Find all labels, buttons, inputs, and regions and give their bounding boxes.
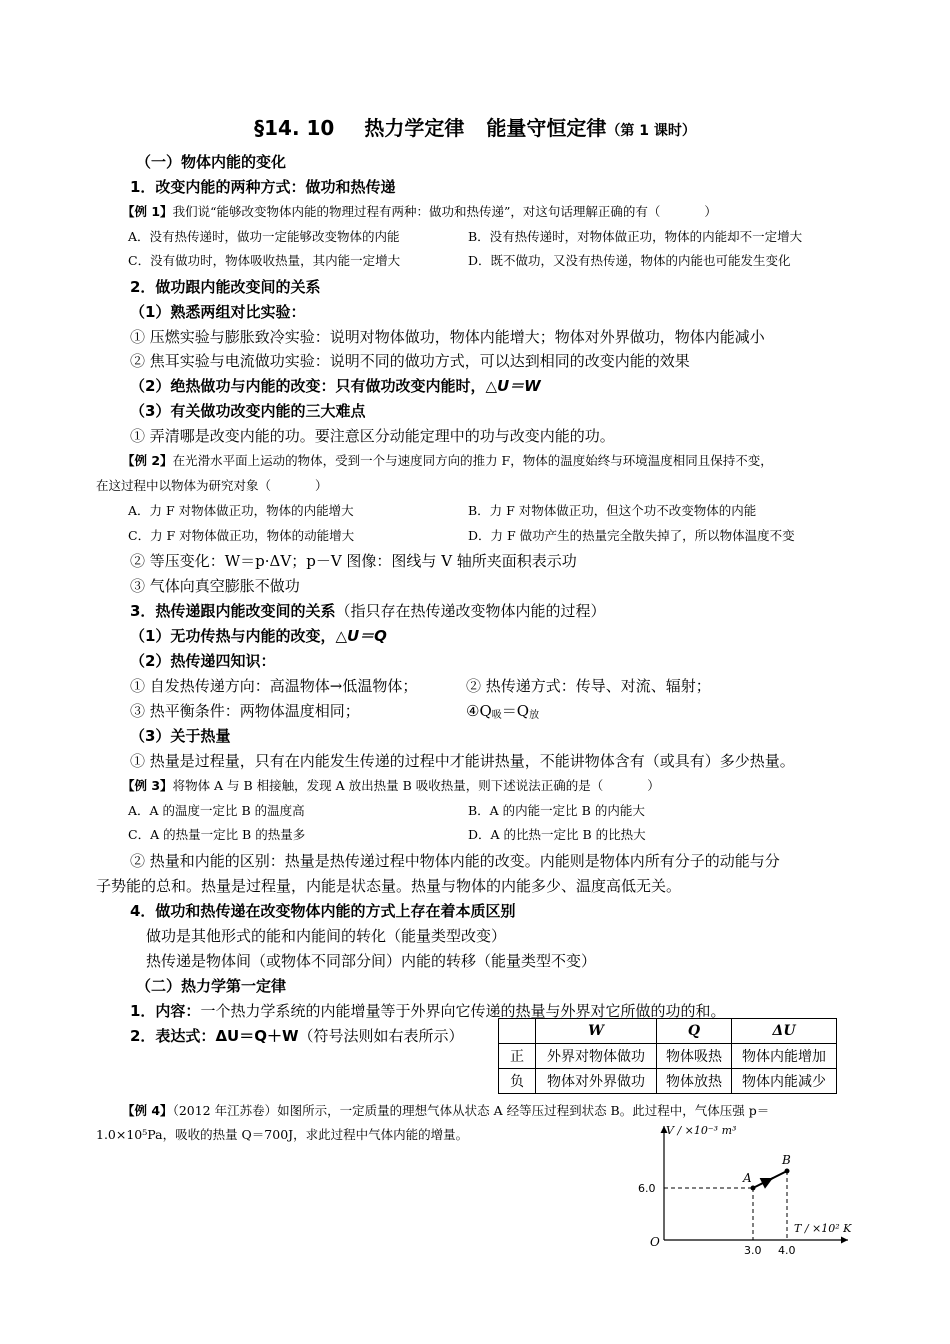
example-2-option-a: A．力 F 对物体做正功，物体的内能增大 — [128, 503, 354, 518]
formula-q-absorb: ④Q — [466, 702, 492, 720]
example-3-option-b: B．A 的内能一定比 B 的内能大 — [468, 803, 645, 818]
paragraph-3-3b-line2: 子势能的总和。热量是过程量，内能是状态量。热量与物体的内能多少、温度高低无关。 — [96, 877, 682, 895]
heading-3-1-formula: △U＝Q — [335, 627, 387, 645]
paragraph-4a: 做功是其他形式的能和内能间的转化（能量类型改变） — [146, 927, 507, 945]
point-b-label: B — [782, 1153, 791, 1167]
example-3-option-c: C．A 的热量一定比 B 的热量多 — [128, 827, 306, 842]
example-2-question — [122, 451, 773, 471]
table-header-cell: ΔU — [732, 1019, 837, 1044]
title-subtitle: （第 1 课时） — [606, 123, 696, 139]
example-2-text-2: 在这过程中以物体为研究对象（ — [96, 478, 272, 493]
table-row — [499, 1044, 837, 1069]
table-cell: 物体内能增加 — [732, 1044, 837, 1069]
example-4-question-cont: 1.0×10⁵Pa，吸收的热量 Q＝700J，求此过程中气体内能的增量。 — [96, 1127, 469, 1142]
example-1-option-d: D．既不做功，又没有热传递，物体的内能也可能发生变化 — [468, 253, 791, 268]
paragraph-2-3c: ③ 气体向真空膨胀不做功 — [130, 577, 300, 595]
formula-q-release: ＝Q — [501, 702, 530, 720]
paragraph-3-2d — [466, 701, 539, 726]
x-tick-label: 4.0 — [778, 1244, 796, 1257]
table-header-cell: Q — [657, 1019, 732, 1044]
paragraph-4b: 热传递是物体间（或物体不同部分间）内能的转移（能量类型不变） — [146, 952, 597, 970]
example-4-question — [122, 1101, 769, 1121]
heading-2-1: （1）熟悉两组对比实验： — [130, 303, 306, 321]
title-part-a: 热力学定律 — [364, 116, 465, 140]
example-2-option-b: B．力 F 对物体做正功，但这个功不改变物体的内能 — [468, 503, 757, 518]
example-1-option-a: A．没有热传递时，做功一定能够改变物体的内能 — [128, 229, 400, 244]
example-4-text-1: （2012 年江苏卷）如图所示，一定质量的理想气体从状态 A 经等压过程到状态 B。此过程中，气体压强 p＝ — [172, 1103, 770, 1118]
table-header-row — [499, 1019, 837, 1044]
table-cell: 物体放热 — [657, 1069, 732, 1094]
example-3-option-a: A．A 的温度一定比 B 的温度高 — [128, 803, 305, 818]
first-law-expression-formula: 2．表达式：ΔU＝Q＋W — [130, 1027, 299, 1045]
paragraph-3-2c: ③ 热平衡条件：两物体温度相同； — [130, 702, 360, 720]
heading-2: 2．做功跟内能改变间的关系 — [130, 278, 321, 296]
origin-label: O — [650, 1235, 660, 1249]
paragraph-3-2b: ② 热传递方式：传导、对流、辐射； — [466, 677, 711, 695]
table-corner-cell — [499, 1019, 536, 1044]
heading-1: 1．改变内能的两种方式：做功和热传递 — [130, 178, 396, 196]
section-heading-1: （一）物体内能的变化 — [136, 153, 287, 171]
point-a — [751, 1186, 756, 1191]
point-b — [785, 1169, 790, 1174]
vt-graph — [630, 1120, 860, 1260]
example-2-option-d: D．力 F 做功产生的热量完全散失掉了，所以物体温度不变 — [468, 528, 795, 543]
paragraph-3-3a: ① 热量是过程量，只有在内能发生传递的过程中才能讲热量，不能讲物体含有（或具有）多少热量。 — [130, 752, 795, 770]
heading-2-3: （3）有关做功改变内能的三大难点 — [130, 402, 366, 420]
example-3-label: 【例 3】 — [122, 778, 173, 793]
example-2-text-1: 在光滑水平面上运动的物体，受到一个与速度同方向的推力 F，物体的温度始终与环境温度相同且保持不变， — [172, 453, 773, 468]
heading-3-text: 3．热传递跟内能改变间的关系 — [130, 602, 336, 620]
paragraph-2-3b: ② 等压变化：W＝p·ΔV；p－V 图像：图线与 V 轴所夹面积表示功 — [130, 552, 577, 570]
heading-3 — [130, 601, 605, 621]
example-1-label: 【例 1】 — [122, 204, 173, 219]
paragraph-3-3b-line1: ② 热量和内能的区别：热量是热传递过程中物体内能的改变。内能则是物体内所有分子的动能与分 — [130, 852, 780, 870]
first-law-content-text: 一个热力学系统的内能增量等于外界向它传递的热量与外界对它所做的功的和。 — [200, 1002, 726, 1020]
x-tick-label: 3.0 — [744, 1244, 762, 1257]
paragraph-2-3a: ① 弄清哪是改变内能的功。要注意区分动能定理中的功与改变内能的功。 — [130, 427, 615, 445]
table-cell: 正 — [499, 1044, 536, 1069]
y-tick-label: 6.0 — [638, 1182, 656, 1195]
section-heading-2: （二）热力学第一定律 — [136, 977, 287, 995]
heading-2-2-formula: △U＝W — [485, 377, 541, 395]
example-3-text: 将物体 A 与 B 相接触，发现 A 放出热量 B 吸收热量，则下述说法正确的是（ — [172, 778, 604, 793]
heading-3-1-text: （1）无功传热与内能的改变， — [130, 627, 336, 645]
example-2-close: ） — [315, 478, 328, 493]
example-4-label: 【例 4】 — [122, 1103, 173, 1118]
example-2-label: 【例 2】 — [122, 453, 173, 468]
x-axis-label: T / ×10² K — [794, 1222, 852, 1235]
table-cell: 物体吸热 — [657, 1044, 732, 1069]
heading-3-1 — [130, 626, 387, 646]
paragraph-2-1a: ① 压燃实验与膨胀致冷实验：说明对物体做功，物体内能增大；物体对外界做功，物体内能减小 — [130, 328, 765, 346]
table-row — [499, 1069, 837, 1094]
table-header-cell: W — [536, 1019, 657, 1044]
first-law-content-label: 1．内容： — [130, 1002, 201, 1020]
first-law-expression-note: （符号法则如右表所示） — [298, 1027, 464, 1045]
example-1-option-b: B．没有热传递时，对物体做正功，物体的内能却不一定增大 — [468, 229, 803, 244]
example-3-option-d: D．A 的比热一定比 B 的比热大 — [468, 827, 646, 842]
example-2-option-c: C．力 F 对物体做正功，物体的动能增大 — [128, 528, 355, 543]
table-cell: 负 — [499, 1069, 536, 1094]
table-cell: 物体对外界做功 — [536, 1069, 657, 1094]
table-cell: 外界对物体做功 — [536, 1044, 657, 1069]
title-part-b: 能量守恒定律 — [486, 116, 607, 140]
heading-2-2 — [130, 376, 541, 396]
first-law-expression — [130, 1026, 464, 1046]
table-cell: 物体内能减少 — [732, 1069, 837, 1094]
paragraph-3-2a: ① 自发热传递方向：高温物体→低温物体； — [130, 677, 418, 695]
y-axis-label: V / ×10⁻³ m³ — [666, 1124, 737, 1137]
example-3-question — [122, 776, 660, 796]
heading-2-2-text: （2）绝热做功与内能的改变：只有做功改变内能时， — [130, 377, 486, 395]
process-arrow — [766, 1178, 773, 1182]
heading-4: 4．做功和热传递在改变物体内能的方式上存在着本质区别 — [130, 902, 516, 920]
page-title — [0, 112, 950, 141]
point-a-label: A — [743, 1171, 752, 1185]
example-2-question-cont — [96, 476, 328, 496]
example-1-option-c: C．没有做功时，物体吸收热量，其内能一定增大 — [128, 253, 401, 268]
heading-3-2: （2）热传递四知识： — [130, 652, 276, 670]
heading-3-3: （3）关于热量 — [130, 727, 231, 745]
example-1-close: ） — [704, 204, 717, 219]
subscript-release: 放 — [529, 710, 540, 721]
paragraph-2-1b: ② 焦耳实验与电流做功实验：说明不同的做功方式，可以达到相同的改变内能的效果 — [130, 352, 690, 370]
example-1-question — [122, 202, 717, 222]
section-number: §14. 10 — [254, 116, 335, 140]
example-1-text: 我们说“能够改变物体内能的物理过程有两种：做功和热传递”，对这句话理解正确的有（ — [172, 204, 661, 219]
heading-3-note: （指只存在热传递改变物体内能的过程） — [335, 602, 606, 620]
subscript-absorb: 吸 — [491, 710, 502, 721]
sign-convention-table — [498, 1018, 837, 1094]
example-3-close: ） — [647, 778, 660, 793]
